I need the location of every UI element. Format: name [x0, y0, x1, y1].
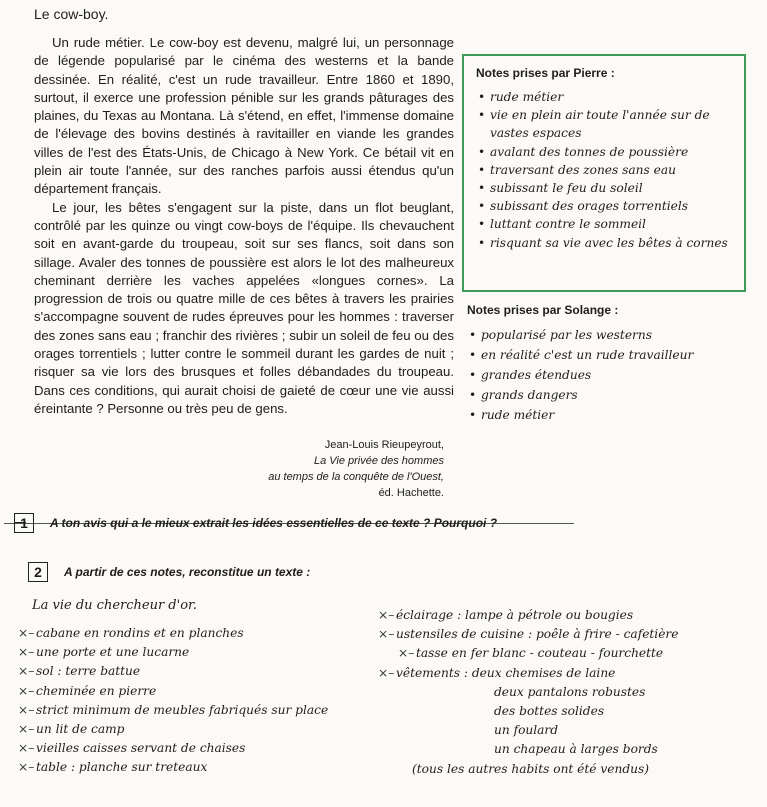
document-title: Le cow-boy.: [34, 6, 109, 22]
plan-title: La vie du chercheur d'or.: [32, 598, 197, 613]
question-2-text: A partir de ces notes, reconstitue un texte :: [64, 565, 311, 579]
plan-item-text: vêtements : deux chemises de laine: [396, 665, 616, 680]
plan-subitem: un chapeau à larges bords: [494, 742, 658, 757]
pierre-note: • rude métier: [476, 88, 734, 106]
main-text: [34, 34, 454, 418]
plan-item-text: cheminée en pierre: [36, 683, 157, 698]
source-author: Jean-Louis Rieupeyrout,: [324, 439, 444, 451]
source-work-line-1: La Vie privée des hommes: [313, 455, 444, 467]
plan-item: [18, 739, 328, 758]
plan-item: [18, 624, 328, 643]
tick-mark-icon: ×–: [378, 665, 395, 680]
plan-item-text: ustensiles de cuisine : poêle à frire - cafetière: [396, 627, 679, 642]
pierre-note: • subissant des orages torrentiels: [476, 197, 734, 215]
plan-subitem: deux pantalons robustes: [494, 684, 646, 699]
tick-mark-icon: ×–: [18, 626, 35, 640]
plan-item: [378, 625, 678, 644]
plan-subitem: un foulard: [494, 723, 559, 738]
plan-subitem: des bottes solides: [494, 703, 605, 718]
plan-left-column: [18, 624, 328, 778]
solange-notes-heading: Notes prises par Solange :: [467, 303, 619, 317]
tick-mark-icon: ×–: [18, 702, 35, 717]
tick-mark-icon: ×–: [18, 645, 35, 660]
plan-item-text: tasse en fer blanc - couteau - fourchette: [416, 646, 664, 661]
question-2-number: 2: [28, 562, 48, 582]
plan-item: [18, 682, 328, 701]
source-work-line-2: au temps de la conquête de l'Ouest,: [268, 471, 444, 483]
plan-item: [18, 643, 328, 662]
pierre-notes-box: [462, 54, 746, 292]
plan-right-column: [378, 606, 678, 779]
tick-mark-icon: ×–: [18, 741, 35, 756]
tick-mark-icon: ×–: [18, 683, 35, 698]
pierre-note-continuation: vastes espaces: [490, 126, 582, 141]
plan-item: [378, 644, 678, 663]
solange-notes: [467, 303, 747, 425]
solange-note: • rude métier: [467, 405, 747, 425]
plan-item: [378, 664, 678, 683]
plan-item: [18, 758, 328, 777]
pierre-notes-heading: Notes prises par Pierre :: [476, 66, 615, 80]
tick-mark-icon: ×–: [398, 646, 415, 661]
tick-mark-icon: ×–: [378, 608, 395, 622]
question-1-text: A ton avis qui a le mieux extrait les idées essentielles de ce texte ? Pourquoi ?: [50, 516, 498, 530]
pierre-note: • vie en plein air toute l'année sur de: [476, 106, 734, 124]
pierre-note: • traversant des zones sans eau: [476, 161, 734, 179]
pierre-note: • luttant contre le sommeil: [476, 215, 734, 233]
plan-item-text: cabane en rondins et en planches: [36, 626, 244, 640]
paragraph-2: Le jour, les bêtes s'engagent sur la piste, dans un flot beuglant, contrôlé par les quinze ou vingt cow-boys de l'équipe. Ils chevauchent soit en avant-garde du troupeau, soit sur ses flancs, soit dans son sillage. Avaler des tonnes de poussière est alors le lot des malheureux cheminant derrière les vaches appelées «longues cornes». La progression de trois ou quatre mille de ces bêtes à travers les prairies s'accompagne souvent de rudes épreuves pour les hommes : traverser des zones sans eau ; franchir des rivières ; subir un soleil de feu ou des orages torrentiels ; lutter contre le sommeil durant les gardes de nuit ; risquer sa vie lors des brusques et folles débandades du troupeau. Dans ces conditions, qui aurait choisi de gaieté de cœur une vie aussi éreintante ? Personne ou très peu de gens.: [34, 199, 454, 416]
solange-note: • grands dangers: [467, 385, 747, 405]
plan-item-text: table : planche sur treteaux: [36, 760, 208, 775]
pierre-notes-list: [476, 88, 734, 252]
tick-mark-icon: ×–: [18, 721, 35, 736]
solange-note: • popularisé par les westerns: [467, 325, 747, 345]
plan-item-text: sol : terre battue: [36, 664, 141, 679]
paragraph-1: Un rude métier. Le cow-boy est devenu, malgré lui, un personnage de légende popularisé par le cinéma des westerns et la bande dessinée. En réalité, c'est un rude travailleur. Entre 1860 et 1890, surtout, il exerce une profession pénible sur les grands pâturages des plaines, du Texas au Montana. Là s'étend, en effet, l'immense domaine de l'élevage des bovins destinés à ravitailler en viande les grandes villes de l'est des États-Unis, de Chicago à New York. Ce bétail vit en plein air toute l'année, sur des ranches parfois aussi étendus qu'un département français.: [34, 35, 454, 197]
pierre-note: • avalant des tonnes de poussière: [476, 143, 734, 161]
solange-notes-list: [467, 325, 747, 425]
question-1: [14, 513, 497, 533]
plan-item-text: strict minimum de meubles fabriqués sur place: [36, 702, 329, 717]
tick-mark-icon: ×–: [18, 664, 35, 679]
tick-mark-icon: ×–: [18, 760, 35, 775]
source-publisher: éd. Hachette.: [378, 487, 444, 499]
plan-item: [18, 720, 328, 739]
plan-item-text: un lit de camp: [36, 721, 125, 736]
plan-item: [18, 662, 328, 681]
plan-item-text: une porte et une lucarne: [36, 645, 190, 660]
solange-note: • en réalité c'est un rude travailleur: [467, 345, 747, 365]
question-1-number: 1: [14, 513, 34, 533]
solange-note: • grandes étendues: [467, 365, 747, 385]
pierre-note: • risquant sa vie avec les bêtes à cornes: [476, 234, 734, 252]
plan-item-text: éclairage : lampe à pétrole ou bougies: [396, 608, 634, 622]
tick-mark-icon: ×–: [378, 627, 395, 642]
source-citation: [230, 437, 444, 501]
question-2: [28, 562, 310, 582]
plan-item-text: vieilles caisses servant de chaises: [36, 741, 246, 756]
pierre-note: • subissant le feu du soleil: [476, 179, 734, 197]
plan-item: [18, 701, 328, 720]
plan-item: [378, 606, 678, 625]
plan-footnote: (tous les autres habits ont été vendus): [412, 761, 649, 776]
